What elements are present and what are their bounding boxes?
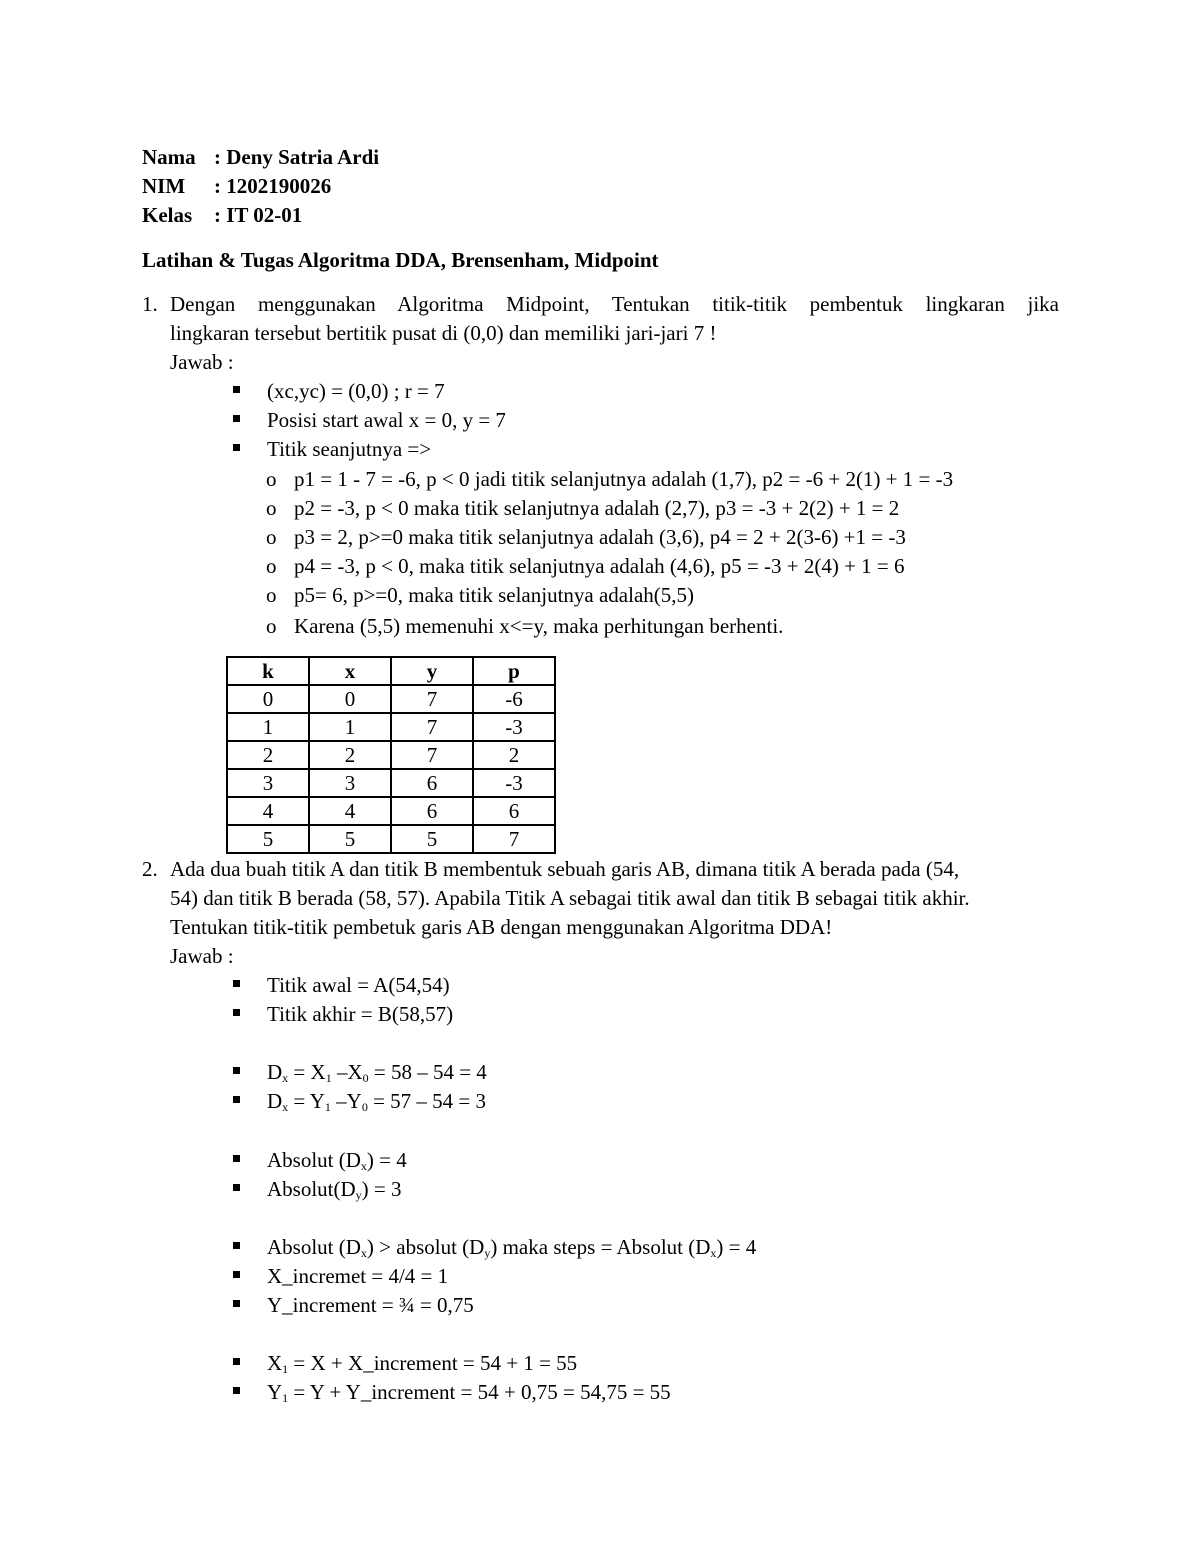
q1-answer-label: Jawab : <box>170 350 234 374</box>
q2-bullet-y-increment: Y_increment = ¾ = 0,75 <box>267 1293 474 1317</box>
q1-sub-bullet: p5= 6, p>=0, maka titik selanjutnya adalah(5,5) <box>294 583 695 607</box>
q2-bullet-dy <box>267 1087 486 1121</box>
table-cell: 1 <box>227 713 309 741</box>
bullet-square <box>233 980 240 987</box>
table-header-cell: p <box>473 657 555 685</box>
bullet-circle: o <box>266 614 277 638</box>
text-part: D <box>267 1089 283 1113</box>
table-cell: 7 <box>391 741 473 769</box>
q2-bullet-abs-dy <box>267 1175 402 1209</box>
q1-number: 1. <box>142 292 158 316</box>
text-part: Absolut(D <box>267 1177 356 1201</box>
text-part: X <box>267 1351 283 1375</box>
table-row <box>227 825 555 853</box>
q2-text-line2: 54) dan titik B berada (58, 57). Apabila Titik A sebagai titik awal dan titik B sebagai titik akhir. <box>170 886 970 910</box>
table-cell: 6 <box>473 797 555 825</box>
table-header-cell: k <box>227 657 309 685</box>
subscript: 1 <box>325 1071 332 1085</box>
table-cell: 5 <box>309 825 391 853</box>
bullet-square <box>233 444 240 451</box>
table-cell: 0 <box>227 685 309 713</box>
subscript: x <box>360 1246 367 1260</box>
q1-text-line1: Dengan menggunakan Algoritma Midpoint, Tentukan titik-titik pembentuk lingkaran jika <box>170 292 1059 316</box>
text-part: ) > absolut (D <box>366 1235 485 1259</box>
nim-value: : 1202190026 <box>214 174 332 198</box>
q2-bullet-y1 <box>267 1378 671 1412</box>
nim-label: NIM <box>142 174 186 198</box>
subscript: 1 <box>282 1391 289 1405</box>
q1-bullet: Posisi start awal x = 0, y = 7 <box>267 408 506 432</box>
table-row <box>227 797 555 825</box>
bullet-square <box>233 415 240 422</box>
subscript: y <box>484 1246 491 1260</box>
subscript: 0 <box>361 1100 368 1114</box>
table-cell: -3 <box>473 769 555 797</box>
q1-sub-bullet: p1 = 1 - 7 = -6, p < 0 jadi titik selanjutnya adalah (1,7), p2 = -6 + 2(1) + 1 = -3 <box>294 467 954 491</box>
text-part: ) = 4 <box>716 1235 757 1259</box>
table-header-cell: x <box>309 657 391 685</box>
bullet-circle: o <box>266 496 277 520</box>
kelas-line <box>142 201 302 229</box>
subscript: 1 <box>324 1100 331 1114</box>
text-part: = Y <box>288 1089 325 1113</box>
table-header-row <box>227 657 555 685</box>
text-part: ) maka steps = Absolut (D <box>490 1235 711 1259</box>
bullet-circle: o <box>266 525 277 549</box>
table-row <box>227 713 555 741</box>
table-cell: 2 <box>473 741 555 769</box>
table-cell: 7 <box>391 713 473 741</box>
table-cell: 2 <box>309 741 391 769</box>
table-row <box>227 685 555 713</box>
q1-bullet: (xc,yc) = (0,0) ; r = 7 <box>267 379 445 403</box>
q2-answer-label: Jawab : <box>170 944 234 968</box>
table-cell: 1 <box>309 713 391 741</box>
table-cell: 4 <box>227 797 309 825</box>
bullet-square <box>233 1184 240 1191</box>
q2-number: 2. <box>142 857 158 881</box>
q1-bullet: Titik seanjutnya => <box>267 437 432 461</box>
subscript: y <box>355 1188 362 1202</box>
bullet-circle: o <box>266 467 277 491</box>
page-title: Latihan & Tugas Algoritma DDA, Brensenham, Midpoint <box>142 248 659 272</box>
table-cell: 5 <box>227 825 309 853</box>
bullet-square <box>233 1096 240 1103</box>
text-part: = Y + Y_increment = 54 + 0,75 = 54,75 = 55 <box>288 1380 671 1404</box>
q2-bullet-start: Titik awal = A(54,54) <box>267 973 450 997</box>
nama-label: Nama <box>142 145 196 169</box>
bullet-square <box>233 1242 240 1249</box>
table-cell: 2 <box>227 741 309 769</box>
table-cell: -3 <box>473 713 555 741</box>
subscript: x <box>282 1071 289 1085</box>
nim-line <box>142 172 331 200</box>
midpoint-table <box>226 656 556 854</box>
text-part: = 57 – 54 = 3 <box>367 1089 487 1113</box>
q1-sub-bullet: Karena (5,5) memenuhi x<=y, maka perhitungan berhenti. <box>294 614 784 638</box>
bullet-square <box>233 1387 240 1394</box>
table-cell: 5 <box>391 825 473 853</box>
text-part: Absolut (D <box>267 1235 361 1259</box>
bullet-square <box>233 1300 240 1307</box>
q1-text-line2: lingkaran tersebut bertitik pusat di (0,0) dan memiliki jari-jari 7 ! <box>170 321 717 345</box>
table-row <box>227 741 555 769</box>
text-part: Y <box>267 1380 283 1404</box>
bullet-square <box>233 1155 240 1162</box>
text-part: D <box>267 1060 283 1084</box>
table-row <box>227 769 555 797</box>
subscript: x <box>282 1100 289 1114</box>
bullet-square <box>233 1067 240 1074</box>
table-cell: 3 <box>227 769 309 797</box>
text-part: –X <box>331 1060 363 1084</box>
q2-text-line3: Tentukan titik-titik pembetuk garis AB dengan menggunakan Algoritma DDA! <box>170 915 833 939</box>
table-cell: 7 <box>391 685 473 713</box>
q2-bullet-end: Titik akhir = B(58,57) <box>267 1002 454 1026</box>
q1-sub-bullet: p4 = -3, p < 0, maka titik selanjutnya adalah (4,6), p5 = -3 + 2(4) + 1 = 6 <box>294 554 905 578</box>
q2-bullet-x-increment: X_incremet = 4/4 = 1 <box>267 1264 449 1288</box>
table-cell: 7 <box>473 825 555 853</box>
text-part: Absolut (D <box>267 1148 361 1172</box>
subscript: x <box>710 1246 717 1260</box>
table-cell: 0 <box>309 685 391 713</box>
q1-sub-bullet: p3 = 2, p>=0 maka titik selanjutnya adalah (3,6), p4 = 2 + 2(3-6) +1 = -3 <box>294 525 906 549</box>
subscript: x <box>360 1159 367 1173</box>
subscript: 0 <box>362 1071 369 1085</box>
text-part: –Y <box>330 1089 362 1113</box>
bullet-circle: o <box>266 554 277 578</box>
q2-text-line1: Ada dua buah titik A dan titik B membentuk sebuah garis AB, dimana titik A berada pada (54, <box>170 857 960 881</box>
q1-sub-bullet: p2 = -3, p < 0 maka titik selanjutnya adalah (2,7), p3 = -3 + 2(2) + 1 = 2 <box>294 496 900 520</box>
bullet-square <box>233 386 240 393</box>
nama-value: : Deny Satria Ardi <box>214 145 380 169</box>
bullet-square <box>233 1358 240 1365</box>
table-cell: 3 <box>309 769 391 797</box>
bullet-square <box>233 1271 240 1278</box>
nama-line <box>142 143 379 171</box>
table-cell: -6 <box>473 685 555 713</box>
text-part: = 58 – 54 = 4 <box>368 1060 487 1084</box>
text-part: = X <box>288 1060 326 1084</box>
bullet-square <box>233 1009 240 1016</box>
text-part: ) = 4 <box>366 1148 407 1172</box>
text-part: ) = 3 <box>361 1177 402 1201</box>
subscript: 1 <box>282 1362 289 1376</box>
table-cell: 6 <box>391 769 473 797</box>
bullet-circle: o <box>266 583 277 607</box>
table-header-cell: y <box>391 657 473 685</box>
text-part: = X + X_increment = 54 + 1 = 55 <box>288 1351 578 1375</box>
table-cell: 4 <box>309 797 391 825</box>
kelas-label: Kelas <box>142 203 193 227</box>
table-cell: 6 <box>391 797 473 825</box>
kelas-value: : IT 02-01 <box>214 203 303 227</box>
